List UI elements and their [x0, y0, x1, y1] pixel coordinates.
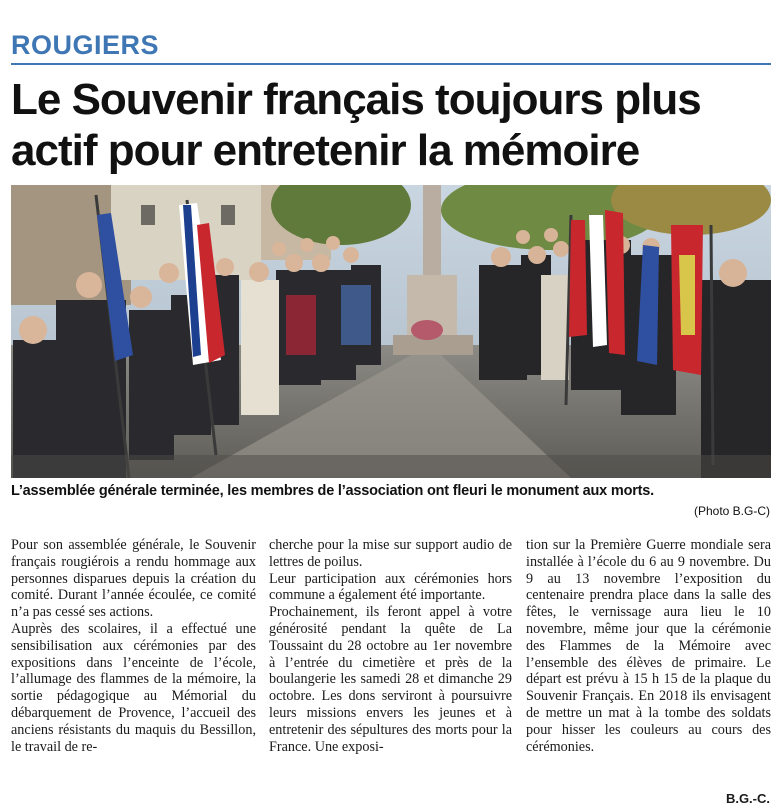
article-column-3	[526, 537, 771, 755]
paragraph: Prochainement, ils feront appel à votre générosité pendant la quête de La Toussaint du 28 octobre au 1er novembre à l’entrée du cimetière et près de la boulangerie les samedi 28 et dimanche 29 octobre. Les dons serviront à poursuivre leurs missions envers les jeunes et à entretenir des sépultures des morts pour la France. Une exposi-	[269, 604, 512, 755]
photo-credit: (Photo B.G-C)	[693, 504, 770, 518]
photo-caption: L’assemblée générale terminée, les membres de l’association ont fleuri le monument aux morts.	[11, 483, 654, 499]
paragraph: Auprès des scolaires, il a effectué une sensibilisation aux cérémonies par des expositions dans l’enceinte de l’école, l’allumage des flammes de la mémoire, la sortie pédagogique au Mémorial du débarquement de Provence, l’accueil des anciens résistants du maquis du Bessillon, le travail de re-	[11, 620, 256, 755]
section-rule	[11, 63, 771, 65]
headline-line-2: actif pour entretenir la mémoire	[11, 126, 640, 175]
article-column-2	[269, 537, 512, 755]
paragraph: cherche pour la mise sur support audio de lettres de poilus.	[269, 537, 512, 570]
section-kicker: ROUGIERS	[11, 30, 160, 60]
paragraph: Leur participation aux cérémonies hors commune a également été importante.	[269, 570, 512, 604]
article-column-1	[11, 537, 256, 755]
photo-illustration	[11, 185, 771, 478]
author-signature: B.G.-C.	[725, 791, 770, 806]
paragraph: Pour son assemblée générale, le Souvenir français rougiérois a rendu hommage aux personnes disparues depuis la création du comité. Durant l’année écoulée, ce comité n’a pas cessé ses actions.	[11, 537, 256, 621]
headline	[11, 74, 781, 176]
news-photo	[11, 185, 771, 478]
headline-line-1: Le Souvenir français toujours plus	[11, 75, 701, 124]
paragraph: tion sur la Première Guerre mondiale sera installée à l’école du 6 au 9 novembre. Du 9 au 13 novembre l’exposition du centenaire prendra place dans la salle des fêtes, le vernissage aura lieu le 10 novembre, même jour que la cérémonie des Flammes de la Mémoire avec l’ensemble des élèves de primaire. Le départ est prévu à 15 h 15 de la plaque du Souvenir Français. En 2018 ils envisagent de mettre un mat à la tombe des soldats pour hisser les couleurs au cours des cérémonies.	[526, 537, 771, 755]
